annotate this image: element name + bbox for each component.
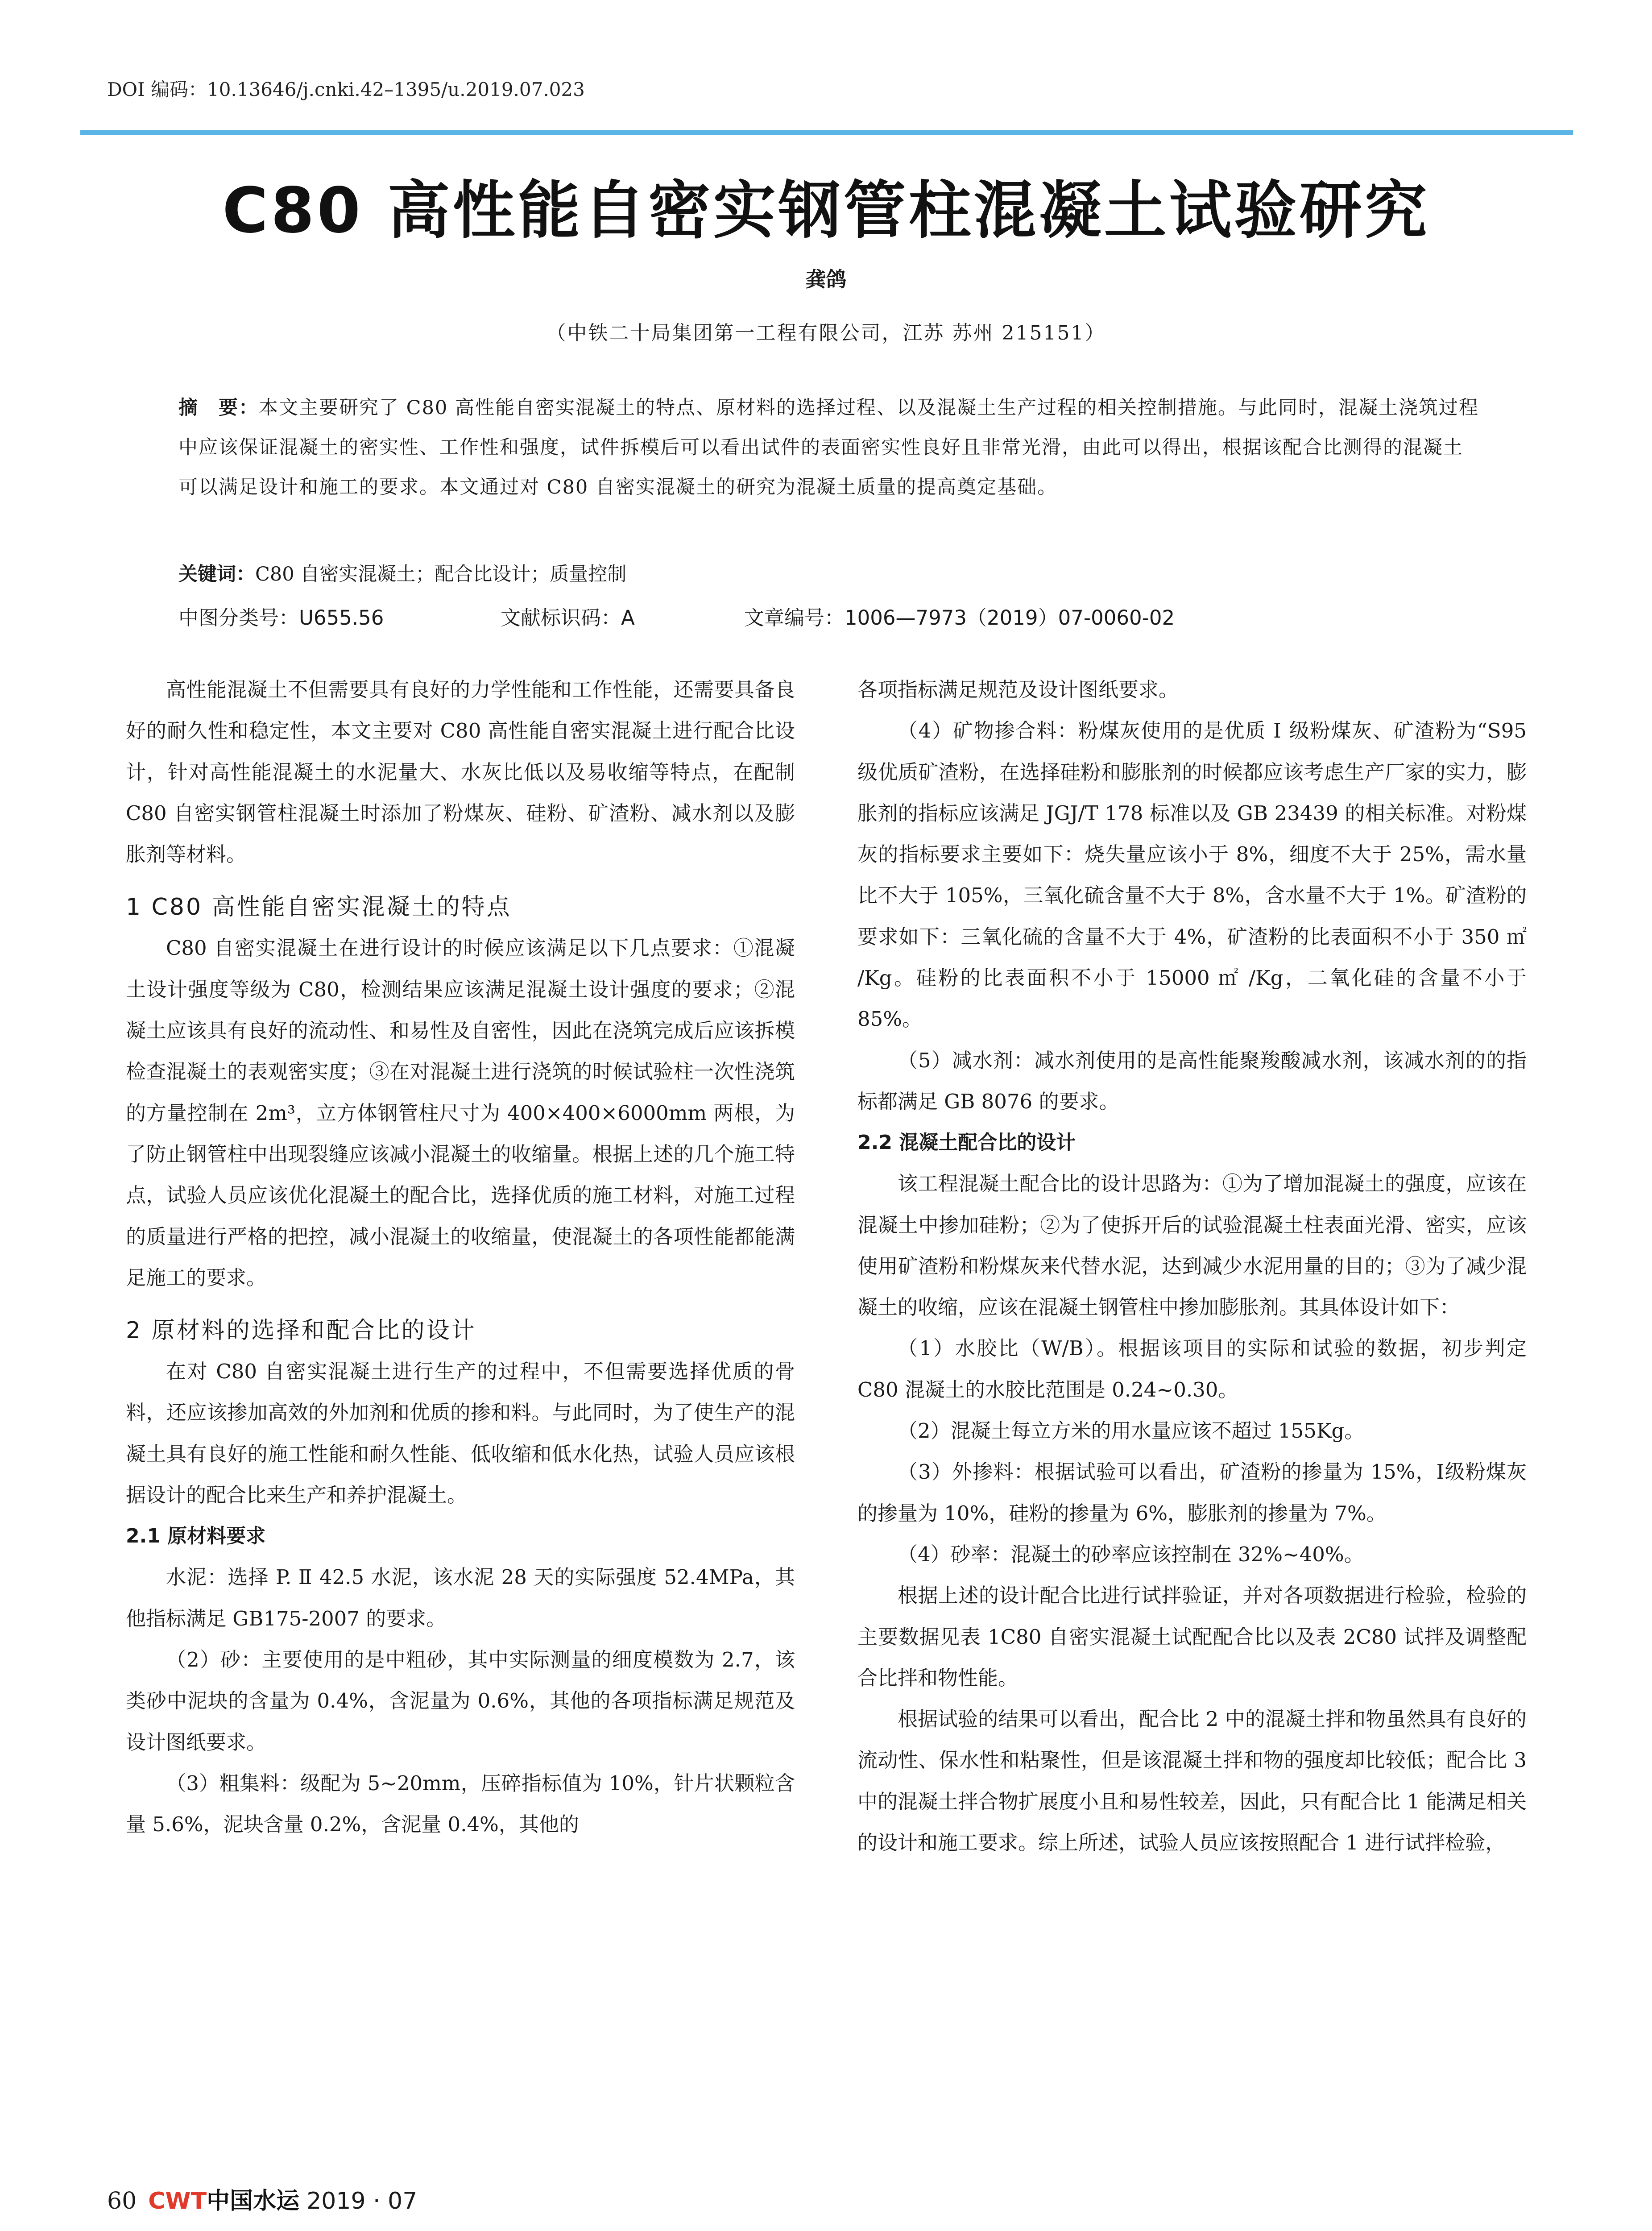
abstract-label: 摘 要： xyxy=(178,397,259,419)
results-paragraph: 根据试验的结果可以看出，配合比 2 中的混凝土拌和物虽然具有良好的流动性、保水性和粘聚性，但是该混凝土拌和物的强度却比较低；配合比 3 中的混凝土拌合物扩展度小且和易性较差，因此，只有配合比 1 能满足相关的设计和施工要求。综上所述，试验人员应该按照配合 1 进行试拌检验， xyxy=(857,1707,1527,1855)
section-1-heading: 1 C80 高性能自密实混凝土的特点 xyxy=(126,894,512,921)
article-title: C80 高性能自密实钢管柱混凝土试验研究 xyxy=(222,174,1430,247)
header-rule xyxy=(80,130,1573,135)
journal-issue: 2019 · 07 xyxy=(306,2188,418,2214)
author: 龚鸽 xyxy=(805,267,847,291)
design-item-4: （4）砂率：混凝土的砂率应该控制在 32%~40%。 xyxy=(898,1542,1364,1566)
sand-paragraph: （2）砂：主要使用的是中粗砂，其中实际测量的细度模数为 2.7，该类砂中泥块的含量为 0.4%，含泥量为 0.6%，其他的各项指标满足规范及设计图纸要求。 xyxy=(126,1647,795,1754)
cement-paragraph: 水泥：选择 P. Ⅱ 42.5 水泥，该水泥 28 天的实际强度 52.4MPa，其他指标满足 GB175-2007 的要求。 xyxy=(126,1565,795,1630)
document-code: 文献标识码：A xyxy=(501,606,635,630)
article-number: 文章编号：1006—7973（2019）07-0060-02 xyxy=(744,606,1175,630)
abstract xyxy=(178,388,1481,507)
trial-mix-paragraph: 根据上述的设计配合比进行试拌验证，并对各项数据进行检验，检验的主要数据见表 1C80 自密实混凝土试配配合比以及表 2C80 试拌及调整配合比拌和物性能。 xyxy=(857,1584,1527,1690)
water-reducer-paragraph: （5）减水剂：减水剂使用的是高性能聚羧酸减水剂，该减水剂的的指标都满足 GB 8076 的要求。 xyxy=(857,1048,1527,1113)
design-item-1: （1）水胶比（W/B）。根据该项目的实际和试验的数据，初步判定 C80 混凝土的水胶比范围是 0.24~0.30。 xyxy=(857,1336,1527,1402)
page-footer xyxy=(107,2182,417,2215)
keywords-text: C80 自密实混凝土；配合比设计；质量控制 xyxy=(255,563,627,585)
page-number: 60 xyxy=(107,2188,137,2214)
coarse-aggregate-paragraph: （3）粗集料：级配为 5~20mm，压碎指标值为 10%，针片状颗粒含量 5.6%，泥块含量 0.2%，含泥量 0.4%，其他的 xyxy=(126,1771,795,1837)
abstract-text: 本文主要研究了 C80 高性能自密实混凝土的特点、原材料的选择过程、以及混凝土生产过程的相关控制措施。与此同时，混凝土浇筑过程中应该保证混凝土的密实性、工作性和强度，试件拆模后可以看出试件的表面密实性良好且非常光滑，由此可以得出，根据该配合比测得的混凝土可以满足设计和施工的要求。本文通过对 C80 自密实混凝土的研究为混凝土质量的提高奠定基础。 xyxy=(178,397,1479,498)
section-2-heading: 2 原材料的选择和配合比的设计 xyxy=(126,1317,476,1344)
affiliation: （中铁二十局集团第一工程有限公司，江苏 苏州 215151） xyxy=(546,322,1106,344)
cwt-logo: CWT xyxy=(148,2188,207,2214)
mix-design-paragraph: 该工程混凝土配合比的设计思路为：①为了增加混凝土的强度，应该在混凝土中掺加硅粉；②为了使拆开后的试验混凝土柱表面光滑、密实，应该使用矿渣粉和粉煤灰来代替水泥，达到减少水泥用量的目的；③为了减少混凝土的收缩，应该在混凝土钢管柱中掺加膨胀剂。其具体设计如下： xyxy=(857,1172,1527,1319)
keywords xyxy=(178,559,1481,586)
section-2-1-heading: 2.1 原材料要求 xyxy=(126,1525,266,1548)
clc-number: 中图分类号：U655.56 xyxy=(178,606,384,630)
section-2-2-heading: 2.2 混凝土配合比的设计 xyxy=(857,1131,1076,1154)
body-column-left xyxy=(126,669,795,1845)
section-1-paragraph: C80 自密实混凝土在进行设计的时候应该满足以下几点要求：①混凝土设计强度等级为 C80，检测结果应该满足混凝土设计强度的要求；②混凝土应该具有良好的流动性、和易性及自密性，因此在浇筑完成后应该拆模检查混凝土的表观密实度；③在对混凝土进行浇筑的时候试验柱一次性浇筑的方量控制在 2m³，立方体钢管柱尺寸为 400×400×6000mm 两根，为了防止钢管柱中出现裂缝应该减小混凝土的收缩量。根据上述的几个施工特点，试验人员应该优化混凝土的配合比，选择优质的施工材料，对施工过程的质量进行严格的把控，减小混凝土的收缩量，使混凝土的各项性能都能满足施工的要求。 xyxy=(126,936,795,1290)
continued-paragraph: 各项指标满足规范及设计图纸要求。 xyxy=(857,678,1179,701)
doi-code: DOI 编码：10.13646/j.cnki.42–1395/u.2019.07.023 xyxy=(107,79,585,100)
keywords-label: 关键词： xyxy=(178,563,255,585)
design-item-2: （2）混凝土每立方米的用水量应该不超过 155Kg。 xyxy=(898,1419,1365,1443)
design-item-3: （3）外掺料：根据试验可以看出，矿渣粉的掺量为 15%，Ⅰ级粉煤灰的掺量为 10%，硅粉的掺量为 6%，膨胀剂的掺量为 7%。 xyxy=(857,1460,1527,1525)
section-2-paragraph: 在对 C80 自密实混凝土进行生产的过程中，不但需要选择优质的骨料，还应该掺加高效的外加剂和优质的掺和料。与此同时，为了使生产的混凝土具有良好的施工性能和耐久性能、低收缩和低水化热，试验人员应该根据设计的配合比来生产和养护混凝土。 xyxy=(126,1360,795,1507)
mineral-admixture-paragraph: （4）矿物掺合料：粉煤灰使用的是优质 Ⅰ 级粉煤灰、矿渣粉为“S95 级优质矿渣粉，在选择硅粉和膨胀剂的时候都应该考虑生产厂家的实力，膨胀剂的指标应该满足 JGJ/T 178 标准以及 GB 23439 的相关标准。对粉煤灰的指标要求主要如下：烧失量应该小于 8%，细度不大于 25%，需水量比不大于 105%，三氧化硫含量不大于 8%，含水量不大于 1%。矿渣粉的要求如下：三氧化硫的含量不大于 4%，矿渣粉的比表面积不小于 350 ㎡ /Kg。硅粉的比表面积不小于 15000 ㎡ /Kg，二氧化硅的含量不小于 85%。 xyxy=(857,719,1527,1031)
journal-name: 中国水运 xyxy=(207,2188,300,2214)
body-column-right xyxy=(857,669,1527,1863)
intro-paragraph: 高性能混凝土不但需要具有良好的力学性能和工作性能，还需要具备良好的耐久性和稳定性，本文主要对 C80 高性能自密实混凝土进行配合比设计，针对高性能混凝土的水泥量大、水灰比低以及易收缩等特点，在配制 C80 自密实钢管柱混凝土时添加了粉煤灰、硅粉、矿渣粉、减水剂以及膨胀剂等材料。 xyxy=(126,678,795,867)
